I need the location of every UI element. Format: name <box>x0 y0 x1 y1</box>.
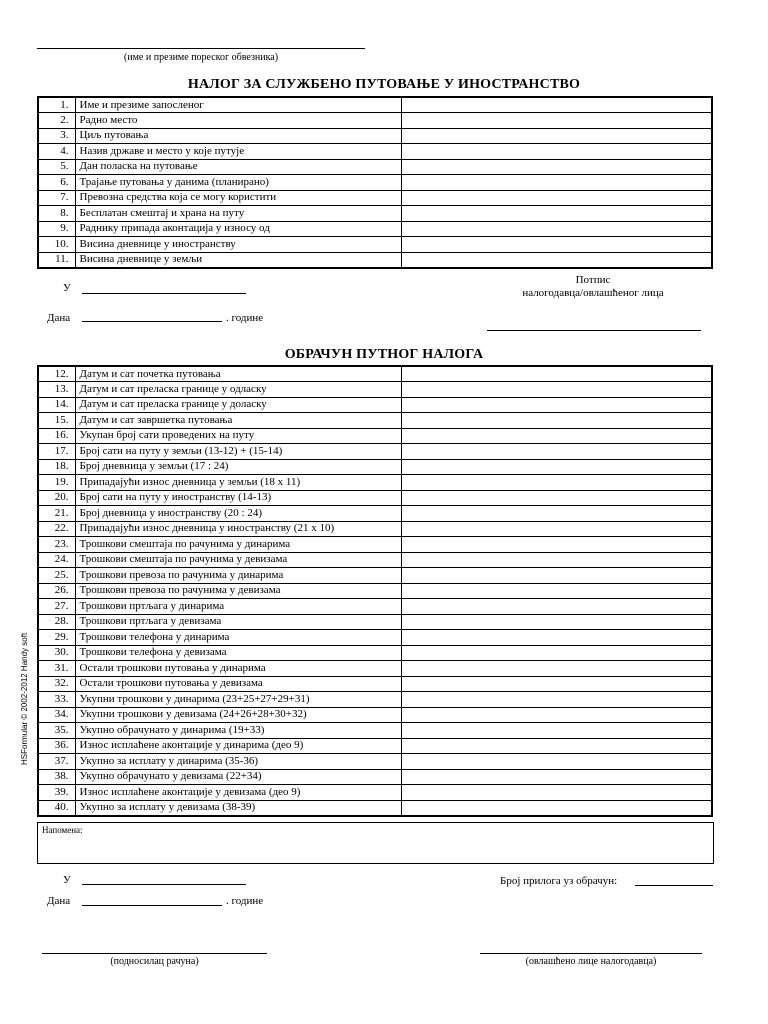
row-number: 36. <box>38 738 75 754</box>
authorized-caption: (овлашћено лице налогодавца) <box>525 956 657 967</box>
row-value-field[interactable] <box>401 459 712 475</box>
row-value-field[interactable] <box>401 97 712 113</box>
row-value-field[interactable] <box>401 252 712 268</box>
row-label: Припадајући износ дневница у земљи (18 x 11) <box>75 475 401 491</box>
row-number: 18. <box>38 459 75 475</box>
taxpayer-name-line[interactable] <box>37 48 365 49</box>
row-label: Назив државе и место у које путује <box>75 144 401 160</box>
row-number: 40. <box>38 800 75 816</box>
order-place-field[interactable] <box>82 293 246 294</box>
submitter-signature-line[interactable] <box>42 953 267 954</box>
row-number: 38. <box>38 769 75 785</box>
table-row <box>38 444 712 460</box>
row-number: 4. <box>38 144 75 160</box>
row-value-field[interactable] <box>401 676 712 692</box>
table-row <box>38 206 712 222</box>
row-number: 37. <box>38 754 75 770</box>
row-number: 24. <box>38 552 75 568</box>
row-value-field[interactable] <box>401 552 712 568</box>
table-row <box>38 754 712 770</box>
table-row <box>38 506 712 522</box>
row-value-field[interactable] <box>401 614 712 630</box>
row-label: Број сати на путу у земљи (13-12) + (15-14) <box>75 444 401 460</box>
table-row <box>38 661 712 677</box>
row-label: Датум и сат завршетка путовања <box>75 413 401 429</box>
table-row <box>38 366 712 382</box>
row-label: Трошкови превоза по рачунима у динарима <box>75 568 401 584</box>
row-label: Износ исплаћене аконтације у динарима (део 9) <box>75 738 401 754</box>
row-number: 6. <box>38 175 75 191</box>
row-number: 12. <box>38 366 75 382</box>
table-row <box>38 537 712 553</box>
order-place-label: У <box>63 282 71 294</box>
table-row <box>38 568 712 584</box>
row-value-field[interactable] <box>401 599 712 615</box>
order-date-label: Дана <box>47 312 71 324</box>
row-value-field[interactable] <box>401 159 712 175</box>
table-row <box>38 97 712 113</box>
row-number: 33. <box>38 692 75 708</box>
row-number: 10. <box>38 237 75 253</box>
row-number: 32. <box>38 676 75 692</box>
row-number: 35. <box>38 723 75 739</box>
row-value-field[interactable] <box>401 175 712 191</box>
table-row <box>38 128 712 144</box>
row-number: 14. <box>38 397 75 413</box>
row-value-field[interactable] <box>401 144 712 160</box>
note-label: Напомена: <box>42 825 83 835</box>
row-value-field[interactable] <box>401 738 712 754</box>
row-label: Трошкови пртљага у динарима <box>75 599 401 615</box>
row-number: 23. <box>38 537 75 553</box>
attachments-field[interactable] <box>635 885 713 886</box>
table-row <box>38 113 712 129</box>
row-number: 21. <box>38 506 75 522</box>
row-number: 20. <box>38 490 75 506</box>
row-label: Висина дневнице у иностранству <box>75 237 401 253</box>
row-value-field[interactable] <box>401 568 712 584</box>
row-number: 39. <box>38 785 75 801</box>
row-number: 19. <box>38 475 75 491</box>
row-label: Име и презиме запосленог <box>75 97 401 113</box>
row-number: 11. <box>38 252 75 268</box>
table-row <box>38 676 712 692</box>
order-year-suffix: . године <box>226 312 264 324</box>
row-number: 16. <box>38 428 75 444</box>
authorized-signature-line[interactable] <box>480 953 702 954</box>
row-label: Циљ путовања <box>75 128 401 144</box>
software-credit: HSFormular © 2002-2012 Handy soft <box>20 632 29 765</box>
calc-place-field[interactable] <box>82 884 246 885</box>
table-row <box>38 769 712 785</box>
table-row <box>38 490 712 506</box>
row-number: 28. <box>38 614 75 630</box>
row-number: 2. <box>38 113 75 129</box>
row-value-field[interactable] <box>401 490 712 506</box>
row-value-field[interactable] <box>401 583 712 599</box>
row-number: 1. <box>38 97 75 113</box>
row-label: Трошкови пртљага у девизама <box>75 614 401 630</box>
calc-year-suffix: . године <box>226 895 264 907</box>
order-date-field[interactable] <box>82 321 222 322</box>
row-number: 30. <box>38 645 75 661</box>
row-value-field[interactable] <box>401 113 712 129</box>
row-label: Укупни трошкови у девизама (24+26+28+30+32) <box>75 707 401 723</box>
row-value-field[interactable] <box>401 723 712 739</box>
submitter-caption: (подносилац рачуна) <box>110 956 199 967</box>
row-value-field[interactable] <box>401 800 712 816</box>
row-number: 29. <box>38 630 75 646</box>
order-signature-line[interactable] <box>487 330 701 331</box>
row-number: 26. <box>38 583 75 599</box>
row-label: Укупан број сати проведених на путу <box>75 428 401 444</box>
row-label: Укупно за исплату у динарима (35-36) <box>75 754 401 770</box>
row-label: Трошкови смештаја по рачунима у динарима <box>75 537 401 553</box>
row-label: Радно место <box>75 113 401 129</box>
row-label: Припадајући износ дневница у иностранству (21 x 10) <box>75 521 401 537</box>
attachments-label: Број прилога уз обрачун: <box>500 875 618 887</box>
row-value-field[interactable] <box>401 221 712 237</box>
table-row <box>38 614 712 630</box>
row-label: Трошкови превоза по рачунима у девизама <box>75 583 401 599</box>
row-number: 5. <box>38 159 75 175</box>
row-label: Раднику припада аконтација у износу од <box>75 221 401 237</box>
row-label: Остали трошкови путовања у динарима <box>75 661 401 677</box>
row-value-field[interactable] <box>401 521 712 537</box>
row-value-field[interactable] <box>401 190 712 206</box>
table-row <box>38 459 712 475</box>
row-label: Укупно обрачунато у динарима (19+33) <box>75 723 401 739</box>
row-label: Укупно за исплату у девизама (38-39) <box>75 800 401 816</box>
row-value-field[interactable] <box>401 645 712 661</box>
taxpayer-caption: (име и презиме пореског обвезника) <box>123 52 279 63</box>
table-row <box>38 397 712 413</box>
table-row <box>38 800 712 816</box>
table-row <box>38 221 712 237</box>
row-value-field[interactable] <box>401 237 712 253</box>
row-label: Трошкови телефона у девизама <box>75 645 401 661</box>
table-row <box>38 692 712 708</box>
row-number: 3. <box>38 128 75 144</box>
row-value-field[interactable] <box>401 661 712 677</box>
row-number: 9. <box>38 221 75 237</box>
note-field[interactable] <box>37 822 714 864</box>
row-label: Износ исплаћене аконтације у девизама (део 9) <box>75 785 401 801</box>
row-value-field[interactable] <box>401 128 712 144</box>
calc-title: ОБРАЧУН ПУТНОГ НАЛОГА <box>284 347 484 362</box>
table-row <box>38 645 712 661</box>
row-label: Дан поласка на путовање <box>75 159 401 175</box>
row-label: Остали трошкови путовања у девизама <box>75 676 401 692</box>
table-row <box>38 475 712 491</box>
calc-date-label: Дана <box>47 895 71 907</box>
table-row <box>38 175 712 191</box>
table-row <box>38 552 712 568</box>
row-label: Датум и сат почетка путовања <box>75 366 401 382</box>
order-signature-label-1: Потпис <box>575 274 611 286</box>
row-number: 22. <box>38 521 75 537</box>
table-row <box>38 190 712 206</box>
row-value-field[interactable] <box>401 537 712 553</box>
table-row <box>38 583 712 599</box>
row-value-field[interactable] <box>401 692 712 708</box>
table-row <box>38 785 712 801</box>
calc-place-label: У <box>63 874 71 886</box>
table-row <box>38 738 712 754</box>
table-row <box>38 252 712 268</box>
row-number: 31. <box>38 661 75 677</box>
row-value-field[interactable] <box>401 506 712 522</box>
calc-date-field[interactable] <box>82 905 222 906</box>
row-value-field[interactable] <box>401 630 712 646</box>
row-value-field[interactable] <box>401 366 712 382</box>
row-label: Превозна средства која се могу користити <box>75 190 401 206</box>
row-label: Бесплатан смештај и храна на путу <box>75 206 401 222</box>
table-row <box>38 707 712 723</box>
row-value-field[interactable] <box>401 769 712 785</box>
row-value-field[interactable] <box>401 707 712 723</box>
row-number: 27. <box>38 599 75 615</box>
table-row <box>38 144 712 160</box>
table-row <box>38 428 712 444</box>
row-value-field[interactable] <box>401 754 712 770</box>
table-row <box>38 521 712 537</box>
table-row <box>38 159 712 175</box>
table-row <box>38 630 712 646</box>
row-number: 7. <box>38 190 75 206</box>
row-label: Број сати на путу у иностранству (14-13) <box>75 490 401 506</box>
table-row <box>38 382 712 398</box>
row-label: Висина дневнице у земљи <box>75 252 401 268</box>
row-number: 8. <box>38 206 75 222</box>
row-value-field[interactable] <box>401 397 712 413</box>
table-row <box>38 413 712 429</box>
row-label: Трошкови смештаја по рачунима у девизама <box>75 552 401 568</box>
row-number: 15. <box>38 413 75 429</box>
row-value-field[interactable] <box>401 475 712 491</box>
order-signature-label-2: налогодавца/овлашћеног лица <box>522 287 664 299</box>
row-label: Број дневница у иностранству (20 : 24) <box>75 506 401 522</box>
row-label: Број дневница у земљи (17 : 24) <box>75 459 401 475</box>
row-value-field[interactable] <box>401 428 712 444</box>
row-value-field[interactable] <box>401 785 712 801</box>
row-number: 13. <box>38 382 75 398</box>
row-label: Датум и сат преласка границе у доласку <box>75 397 401 413</box>
row-number: 17. <box>38 444 75 460</box>
row-label: Трајање путовања у данима (планирано) <box>75 175 401 191</box>
row-value-field[interactable] <box>401 382 712 398</box>
order-title: НАЛОГ ЗА СЛУЖБЕНО ПУТОВАЊЕ У ИНОСТРАНСТВО <box>187 77 581 92</box>
calc-table <box>37 365 713 817</box>
table-row <box>38 723 712 739</box>
row-label: Датум и сат преласка границе у одласку <box>75 382 401 398</box>
row-label: Укупни трошкови у динарима (23+25+27+29+31) <box>75 692 401 708</box>
row-value-field[interactable] <box>401 444 712 460</box>
row-label: Укупно обрачунато у девизама (22+34) <box>75 769 401 785</box>
row-value-field[interactable] <box>401 206 712 222</box>
row-value-field[interactable] <box>401 413 712 429</box>
order-table <box>37 96 713 269</box>
table-row <box>38 237 712 253</box>
row-number: 25. <box>38 568 75 584</box>
table-row <box>38 599 712 615</box>
row-label: Трошкови телефона у динарима <box>75 630 401 646</box>
row-number: 34. <box>38 707 75 723</box>
